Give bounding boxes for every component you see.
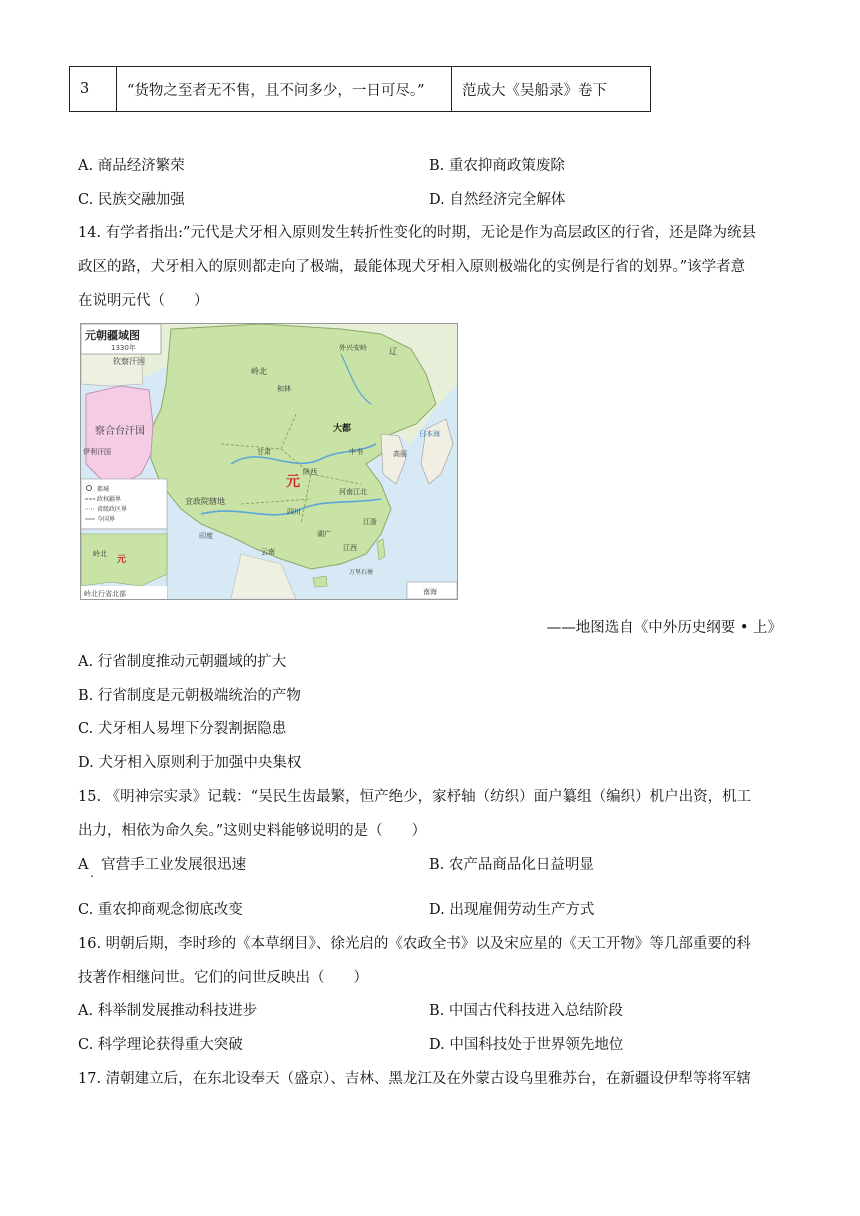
table-cell-quote: “货物之至者无不售，且不问多少，一日可尽。” — [117, 67, 452, 112]
q15-option-a-letter: A — [78, 857, 89, 873]
map-label-chahetai: 察合台汗国 — [95, 426, 145, 437]
source-table — [69, 66, 651, 112]
q15-option-a[interactable] — [78, 853, 247, 880]
map-label-sichuan: 四川 — [287, 508, 301, 516]
table-cell-number: 3 — [70, 67, 117, 112]
q13-option-b[interactable]: B. 重农抑商政策废除 — [429, 158, 565, 174]
map-label-huguang: 湖广 — [317, 530, 331, 538]
q16-option-a[interactable]: A. 科举制发展推动科技进步 — [78, 1003, 258, 1019]
q14-option-b[interactable]: B. 行省制度是元朝极端统治的产物 — [78, 688, 301, 704]
inset-title: 岭北行省北部 — [84, 590, 126, 598]
map-label-jiangzhe: 江浙 — [363, 518, 377, 526]
map-label-wanli: 万里石塘 — [349, 569, 374, 576]
map-label-nanhai: 南海 — [423, 588, 437, 596]
q16-option-c[interactable]: C. 科学理论获得重大突破 — [78, 1037, 243, 1053]
q15-option-a-dot: . — [90, 866, 94, 880]
q15-option-d[interactable]: D. 出现雇佣劳动生产方式 — [429, 902, 595, 918]
q14-stem-line2: 政区的路，犬牙相入的原则都走向了极端，最能体现犬牙相入原则极端化的实例是行省的划界。”该学者意 — [78, 259, 746, 275]
legend-prov: 省级政区界 — [97, 506, 128, 513]
map-label-shaanxi: 陕西 — [303, 468, 317, 476]
map-year: 1330年 — [111, 344, 136, 352]
map-label-qincha: 钦察汗国 — [113, 357, 145, 366]
map-label-lingbei: 岭北 — [251, 367, 267, 376]
legend-now: 今国界 — [97, 516, 116, 523]
map-label-riben: 日本海 — [419, 430, 440, 438]
q16-stem-line2: 技著作相继问世。它们的问世反映出（ ） — [78, 970, 368, 986]
table-row — [70, 67, 651, 112]
q14-option-c[interactable]: C. 犬牙相人易埋下分裂割据隐患 — [78, 721, 287, 737]
map-label-yili: 伊利汗国 — [83, 448, 111, 456]
q16-option-d[interactable]: D. 中国科技处于世界领先地位 — [429, 1037, 624, 1053]
legend-border: 政权疆界 — [97, 496, 122, 503]
q14-option-a[interactable]: A. 行省制度推动元朝疆域的扩大 — [78, 654, 287, 670]
map-label-helin: 和林 — [277, 385, 291, 393]
q15-option-c[interactable]: C. 重农抑商观念彻底改变 — [78, 902, 243, 918]
map-label-xuanzheng: 宣政院辖地 — [185, 497, 225, 506]
map-label-dadu: 大都 — [333, 424, 352, 434]
map-label-yindu: 印度 — [199, 532, 213, 540]
legend-capital: 都城 — [97, 486, 110, 493]
map-label-waixinganling: 外兴安岭 — [339, 344, 367, 352]
q15-option-a-text: 官营手工业发展很迅速 — [101, 857, 247, 873]
q14-stem-line3: 在说明元代（ ） — [78, 293, 209, 309]
map-label-gaoli: 高丽 — [393, 450, 407, 458]
q13-option-a[interactable]: A. 商品经济繁荣 — [78, 158, 185, 174]
q17-stem-line1: 17. 清朝建立后，在东北设奉天（盛京）、吉林、黑龙江及在外蒙古设乌里雅苏台，在新疆设伊犁等将军辖 — [78, 1071, 751, 1087]
q15-option-b[interactable]: B. 农产品商品化日益明显 — [429, 857, 594, 873]
q16-stem-line1: 16. 明朝后期，李时珍的《本草纲目》、徐光启的《农政全书》以及宋应星的《天工开物》等几部重要的科 — [78, 936, 751, 952]
map-label-yunnan: 云南 — [261, 548, 275, 556]
map-label-jiangxi: 江西 — [343, 544, 357, 552]
yuan-territory-map — [80, 323, 458, 600]
inset-yuan: 元 — [117, 555, 127, 565]
map-caption: ——地图选自《中外历史纲要 • 上》 — [546, 620, 782, 636]
map-title: 元朝疆域图 — [85, 329, 140, 342]
q13-option-d[interactable]: D. 自然经济完全解体 — [429, 192, 566, 208]
q16-option-b[interactable]: B. 中国古代科技进入总结阶段 — [429, 1003, 623, 1019]
map-label-zhongshu: 中书 — [349, 448, 363, 456]
table-cell-source: 范成大《吴船录》卷下 — [452, 67, 651, 112]
inset-lingbei: 岭北 — [93, 550, 107, 558]
map-label-henan: 河南江北 — [339, 488, 367, 496]
q13-option-c[interactable]: C. 民族交融加强 — [78, 192, 185, 208]
map-label-yuan: 元 — [286, 474, 300, 490]
q14-stem-line1: 14. 有学者指出:”元代是犬牙相入原则发生转折性变化的时期，无论是作为高层政区的行省，还是降为统县 — [78, 225, 756, 241]
q15-stem-line1: 15. 《明神宗实录》记载：“吴民生齿最繁，恒产绝少，家杼轴（纺织）面户纂组（编织）机户出资，机工 — [78, 789, 752, 805]
q15-stem-line2: 出力，相依为命久矣。”这则史料能够说明的是（ ） — [78, 823, 427, 839]
q14-option-d[interactable]: D. 犬牙相入原则利于加强中央集权 — [78, 755, 302, 771]
map-label-liao: 辽 — [389, 347, 397, 356]
map-label-gansu: 甘肃 — [257, 448, 271, 456]
